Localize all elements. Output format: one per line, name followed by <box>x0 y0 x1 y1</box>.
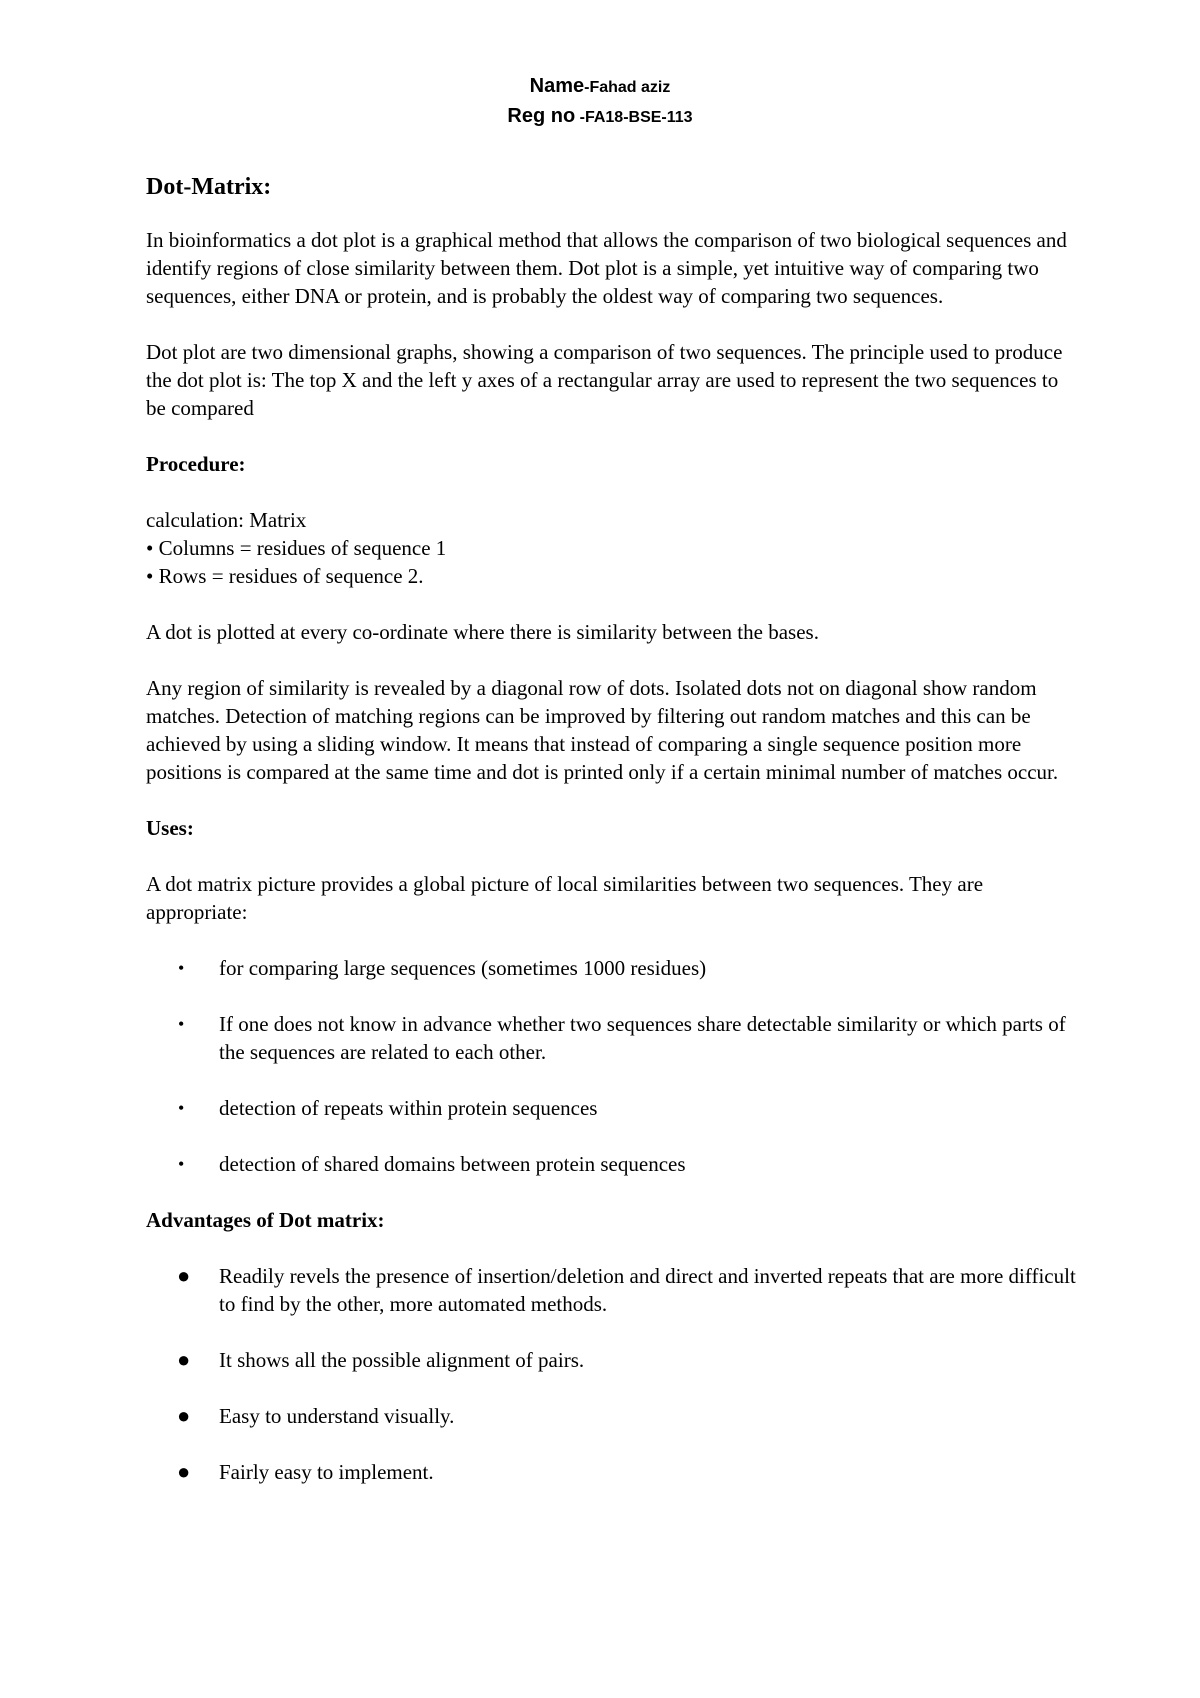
procedure-lines <box>146 506 1076 590</box>
list-item-text: It shows all the possible alignment of pairs. <box>219 1348 585 1372</box>
list-item <box>146 1262 1076 1318</box>
bullet-icon: • <box>178 1014 185 1034</box>
procedure-line: • Columns = residues of sequence 1 <box>146 536 447 560</box>
list-item-text: detection of shared domains between protein sequences <box>219 1152 686 1176</box>
bullet-icon: ● <box>177 1347 191 1372</box>
list-item-text: If one does not know in advance whether two sequences share detectable similarity or which parts of the sequences are related to each other. <box>219 1012 1066 1064</box>
procedure-line: • Rows = residues of sequence 2. <box>146 564 424 588</box>
reg-line <box>0 105 1200 128</box>
name-line <box>0 75 1200 98</box>
document-body <box>146 172 1076 1514</box>
advantages-heading: Advantages of Dot matrix: <box>146 1208 385 1232</box>
procedure-line: calculation: Matrix <box>146 508 307 532</box>
bullet-icon: ● <box>177 1263 191 1288</box>
uses-paragraph: A dot matrix picture provides a global picture of local similarities between two sequences. They are appropriate: <box>146 872 984 924</box>
procedure-paragraph: Any region of similarity is revealed by a diagonal row of dots. Isolated dots not on diagonal show random matches. Detection of matching regions can be improved by filtering out random matches and this can be achieved by using a sliding window. It means that instead of comparing a single sequence position more positions is compared at the same time and dot is printed only if a certain minimal number of matches occur. <box>146 676 1059 784</box>
list-item-text: for comparing large sequences (sometimes 1000 residues) <box>219 956 707 980</box>
list-item <box>146 954 1076 982</box>
document-title: Dot-Matrix: <box>146 174 272 200</box>
list-item-text: Fairly easy to implement. <box>219 1460 434 1484</box>
list-item <box>146 1010 1076 1066</box>
advantages-list <box>146 1262 1076 1486</box>
intro-paragraph: Dot plot are two dimensional graphs, showing a comparison of two sequences. The principle used to produce the dot plot is: The top X and the left y axes of a rectangular array are used to represent the two sequences to be compared <box>146 340 1063 420</box>
bullet-icon: ● <box>177 1459 191 1484</box>
list-item-text: Easy to understand visually. <box>219 1404 455 1428</box>
list-item <box>146 1402 1076 1430</box>
intro-paragraph: In bioinformatics a dot plot is a graphical method that allows the comparison of two biological sequences and identify regions of close similarity between them. Dot plot is a simple, yet intuitive way of comparing two sequences, either DNA or protein, and is probably the oldest way of comparing two sequences. <box>146 228 1067 308</box>
uses-list <box>146 954 1076 1178</box>
procedure-heading: Procedure: <box>146 452 246 476</box>
list-item <box>146 1150 1076 1178</box>
list-item <box>146 1458 1076 1486</box>
list-item-text: detection of repeats within protein sequences <box>219 1096 598 1120</box>
uses-heading: Uses: <box>146 816 194 840</box>
name-label: Name <box>529 75 585 97</box>
bullet-icon: • <box>178 958 185 978</box>
bullet-icon: ● <box>177 1403 191 1428</box>
bullet-icon: • <box>178 1098 185 1118</box>
bullet-icon: • <box>178 1154 185 1174</box>
reg-value: -FA18-BSE-113 <box>575 109 693 126</box>
name-value: -Fahad aziz <box>584 79 671 96</box>
reg-label: Reg no <box>507 105 576 127</box>
list-item <box>146 1094 1076 1122</box>
list-item <box>146 1346 1076 1374</box>
procedure-paragraph: A dot is plotted at every co-ordinate where there is similarity between the bases. <box>146 620 819 644</box>
list-item-text: Readily revels the presence of insertion/deletion and direct and inverted repeats that are more difficult to find by the other, more automated methods. <box>219 1264 1076 1316</box>
